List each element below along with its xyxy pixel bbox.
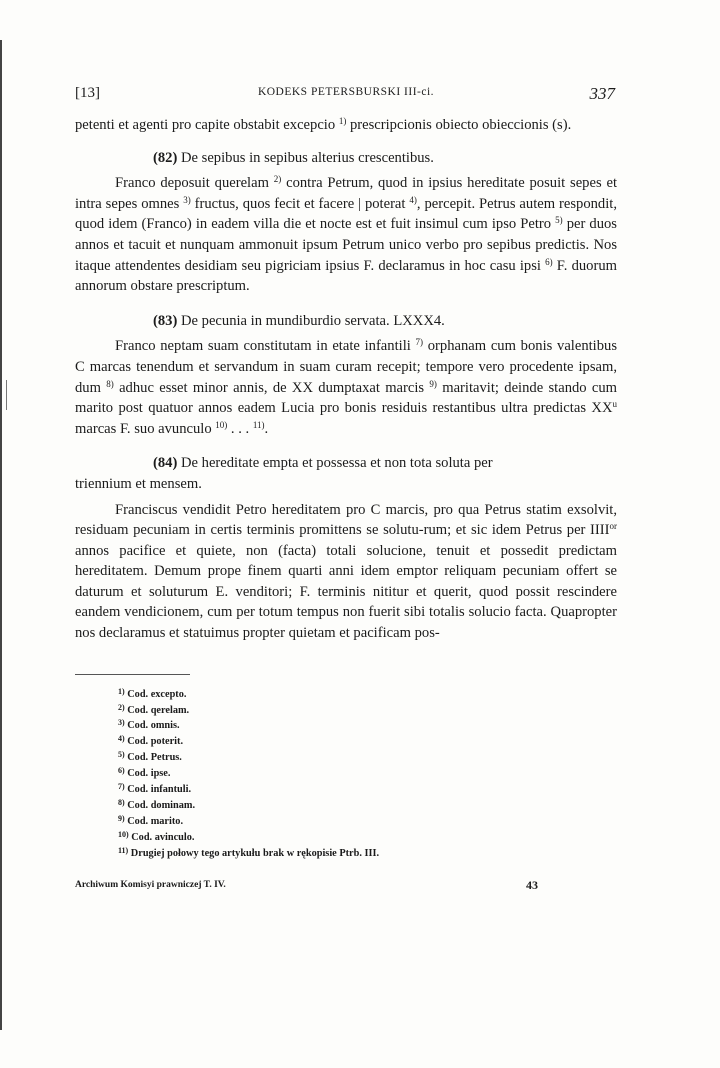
footnote-10: $^{10)}$ Cod. avinculo. xyxy=(118,829,195,843)
section-heading-83: (83) De pecunia in mundiburdio servata. LXXX4. xyxy=(153,312,445,329)
footnote-ref: 2) xyxy=(273,174,282,185)
section-heading-84-cont: triennium et mensem. xyxy=(75,475,202,492)
footnote-ref: 9) xyxy=(429,378,437,389)
section-82-paragraph: Franco deposuit querelam $^{2)}$ contra Petrum, quod in ipsius hereditate posuit sepes et intra sepes omnes $^{3)}$ fructus, quos fecit et facere | poterat $^{4)}$, percepit. Petrus autem respondit, quod idem (Franco) in eadem villa die et nocte est et fuit insimul cum ipso Petro $^{5)}$ per duos annos et tacuit et nunquam ammonuit ipsum Petrum unico verbo pro sepibus predictis. Nos itaque attendentes desidiam seu pigriciam ipsius F. declaramus in hoc casu ipsi $^{6)}$ F. duorum annorum obstare prescriptum. xyxy=(75,174,617,295)
section-heading-84: (84) De hereditate empta et possessa et non tota soluta per xyxy=(153,455,493,472)
footnote-ref: 1) xyxy=(338,116,347,126)
header-title: KODEKS PETERSBURSKI III-ci. xyxy=(257,86,435,98)
running-header xyxy=(75,82,617,106)
footnote-3: $^{3)}$ Cod. omnis. xyxy=(118,718,180,732)
footnote-4: $^{4)}$ Cod. poterit. xyxy=(118,734,184,748)
footnote-ref: 10) xyxy=(215,419,228,430)
opening-paragraph: petenti et agenti pro capite obstabit excepcio $^{1)}$ prescripcionis obiecto obieccionis (s). xyxy=(75,116,572,133)
page-number: 337 xyxy=(589,84,615,103)
footer-source: Archiwum Komisyi prawniczej T. IV. xyxy=(75,879,226,890)
footnote-ref: 4) xyxy=(409,194,417,205)
footnote-7: $^{7)}$ Cod. infantuli. xyxy=(118,782,192,796)
page-footer xyxy=(75,877,617,896)
footnote-ref: 8) xyxy=(106,378,114,389)
footnote-ref: 11) xyxy=(252,419,265,430)
footnote-6: $^{6)}$ Cod. ipse. xyxy=(118,766,171,780)
footnote-11: $^{11)}$ Drugiej połowy tego artykułu brak w rękopisie Ptrb. III. xyxy=(118,845,380,859)
footnote-1: $^{1)}$ Cod. excepto. xyxy=(118,686,187,700)
footnote-8: $^{8)}$ Cod. dominam. xyxy=(118,798,196,811)
section-heading-82: (82) De sepibus in sepibus alterius crescentibus. xyxy=(153,149,434,166)
footnote-ref: 7) xyxy=(415,337,424,348)
superscript-or: or xyxy=(609,521,617,532)
superscript-u: u xyxy=(612,399,617,410)
footnote-ref: 5) xyxy=(555,215,563,226)
header-left-number: [13] xyxy=(75,85,100,101)
footnote-5: $^{5)}$ Cod. Petrus. xyxy=(118,750,182,764)
signature-number: 43 xyxy=(526,877,538,892)
footnote-9: $^{9)}$ Cod. marito. xyxy=(118,813,184,827)
footnote-ref: 6) xyxy=(545,256,553,267)
footnote-2: $^{2)}$ Cod. qerelam. xyxy=(118,702,190,716)
footnote-divider xyxy=(75,674,190,675)
page-edge-line xyxy=(0,40,2,1030)
page-edge-mark xyxy=(6,380,7,410)
section-84-paragraph: Franciscus vendidit Petro hereditatem pro C marcis, pro qua Petrus statim exsolvit, residuam pecuniam in certis terminis promittens se solutu-rum; et sic idem Petrus per $IIII^{or}$ annos pacifice et quiete, non (facta) totali solucione, tenuit et possedit predictam hereditatem. Demum prope finem quarti anni idem emptor reliquam pecuniam offert se daturum et soluturum E. venditori; F. terminis nititur et querit, quod possit rescindere eandem vendicionem, cum per totum tempus non fuerit sibi totalis solucio facta. Quapropter nos declaramus et statuimus propter quietam et pacificam pos- xyxy=(75,501,617,642)
document-page xyxy=(75,82,617,896)
footnotes xyxy=(75,687,617,862)
section-83-paragraph: Franco neptam suam constitutam in etate infantili $^{7)}$ orphanam cum bonis valentibus C marcas tenendum et servandum in suam curam recepit; tempore vero procedente ipsam, dum $^{8)}$ adhuc esset minor annis, de XX dumptaxat marcis $^{9)}$ maritavit; deinde stando cum marito post quatuor annos eadem Lucia pro bonis residuis restantibus ultra predictas $XX^u$ marcas F. suo avunculo $^{10)}$ . . . $^{11)}$. xyxy=(75,337,618,437)
footnote-ref: 3) xyxy=(183,194,191,205)
